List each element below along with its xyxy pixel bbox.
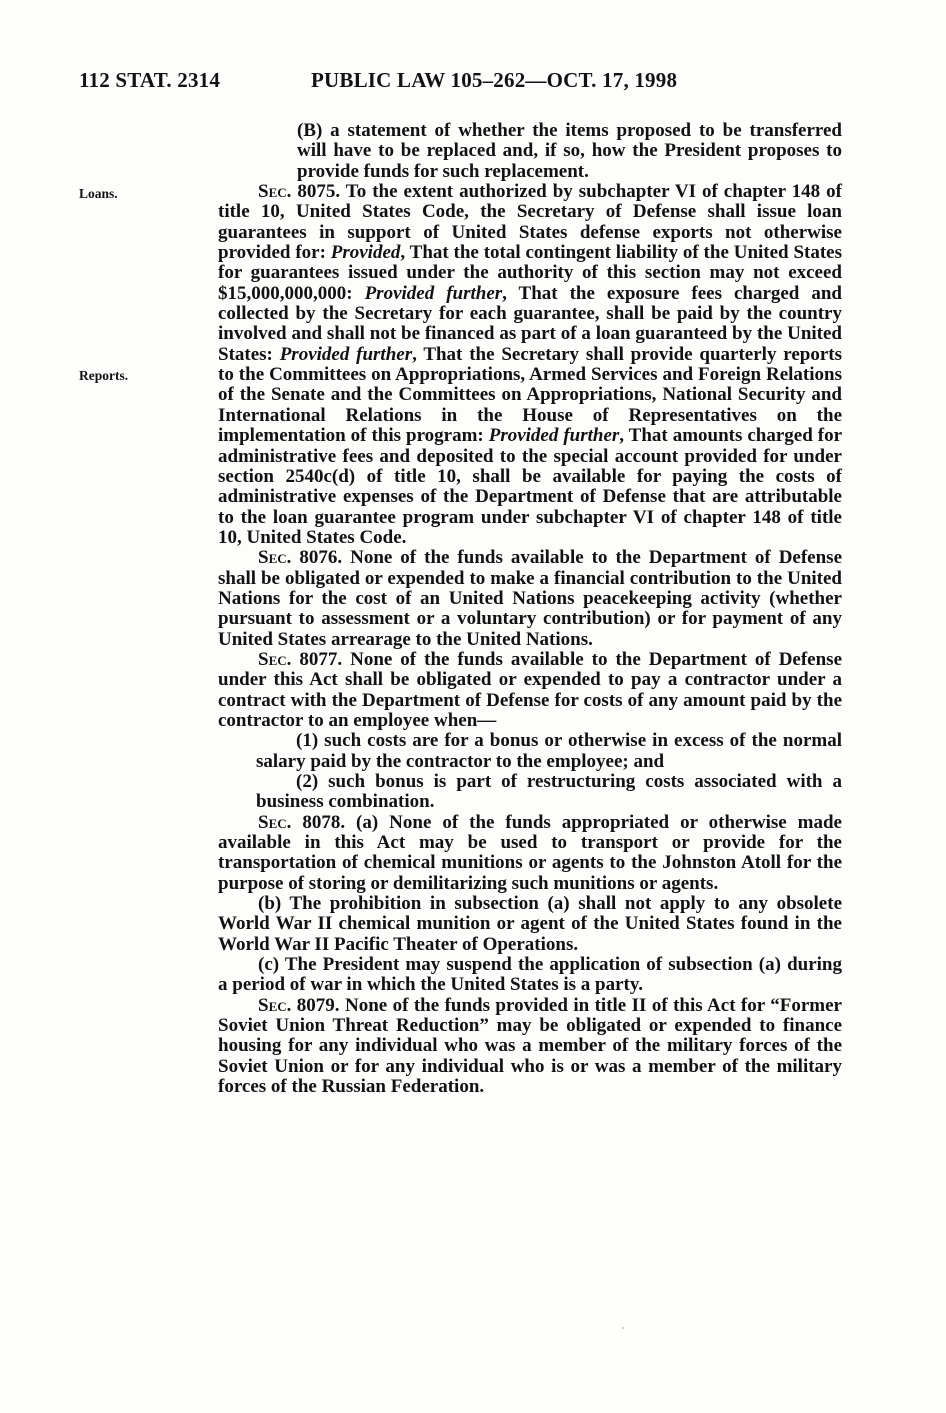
page-header <box>79 68 859 98</box>
body-text <box>218 121 842 1098</box>
section-8076-text: 8076. None of the funds available to the Department of Defense shall be obligated or expended to make a financial contribution to the United Nations for the cost of an United Nations peacekeeping activity (whether pursuant to assessment or a voluntary contribution) or for payment of any United States arrearage to the United Nations. <box>218 547 842 650</box>
section-8078 <box>218 813 842 894</box>
margin-note-reports: Reports. <box>79 368 129 383</box>
proviso-label: Provided further <box>279 343 413 365</box>
section-8075-text-i: , That amounts charged for administrative fees and deposited to the special account provided for under section 2540c(d) of title 10, shall be available for paying the costs of administrative expenses of the Department of Defense that are attributable to the loan guarantee program under subchapter VI of chapter 148 of title 10, United States Code. <box>218 425 843 548</box>
section-label: Sec. <box>258 811 292 833</box>
section-label: Sec. <box>258 181 292 203</box>
section-8075-text-g: , That the Secretary shall provide quarterly reports to the Committees on Appropriations, Armed Services and Foreign Relations of the Senate and the Committees on Appropriations, National Security and International Relations in the House of Representatives on the implementation of this program: <box>218 343 842 447</box>
proviso-label: Provided further <box>488 425 620 447</box>
paragraph-items-replacement: (B) a statement of whether the items proposed to be transferred will have to be replaced and, if so, how the President proposes to provide funds for such replacement. <box>297 120 842 182</box>
section-8075-text-e: , That the exposure fees charged and collected by the Secretary for each guarantee, shall be paid by the country involved and shall not be financed as part of a loan guaranteed by the United States: <box>218 282 842 365</box>
section-8077-item-2: (2) such bonus is part of restructuring costs associated with a business combination. <box>256 771 842 813</box>
scan-speck <box>622 1327 624 1329</box>
section-8077-item-1: (1) such costs are for a bonus or otherwise in excess of the normal salary paid by the contractor to the employee; and <box>256 730 842 772</box>
section-label: Sec. <box>258 547 292 569</box>
section-8078-subsection-b: (b) The prohibition in subsection (a) shall not apply to any obsolete World War II chemical munition or agent of the United States found in the World War II Pacific Theater of Operations. <box>218 893 842 955</box>
section-8077-text: 8077. None of the funds available to the Department of Defense under this Act shall be obligated or expended to pay a contractor under a contract with the Department of Defense for costs of any amount paid by the contractor to an employee when— <box>218 648 842 731</box>
section-8075-text-a: 8075. To the extent authorized by subchapter VI of chapter 148 of title 10, United States Code, the Secretary of Defense shall issue loan guarantees in support of United States defense exports not otherwise provided for: <box>218 181 842 264</box>
page-number: 112 STAT. 2314 <box>79 68 221 92</box>
section-label: Sec. <box>258 648 292 670</box>
section-8076 <box>218 548 842 650</box>
law-title: PUBLIC LAW 105–262—OCT. 17, 1998 <box>311 68 678 92</box>
section-8078-text: 8078. (a) None of the funds appropriated or otherwise made available in this Act may be used to transport or provide for the transportation of chemical munitions or agents to the Johnston Atoll for the purpose of storing or demilitarizing such munitions or agents. <box>218 811 842 894</box>
section-8075 <box>218 182 842 548</box>
section-8079-text: 8079. None of the funds provided in title II of this Act for “Former Soviet Union Threat Reduction” may be obligated or expended to finance housing for any individual who was a member of the military forces of the Soviet Union or for any individual who is or was a member of the military forces of the Russian Federation. <box>218 994 842 1098</box>
section-8075-text-c: , That the total contingent liability of the United States for guarantees issued under the authority of this section may not exceed $15,000,000,000: <box>218 242 842 304</box>
proviso-label: Provided <box>330 242 401 264</box>
section-label: Sec. <box>258 994 292 1016</box>
section-8079 <box>218 996 842 1098</box>
section-8078-subsection-c: (c) The President may suspend the application of subsection (a) during a period of war in which the United States is a party. <box>218 954 842 996</box>
margin-note-loans: Loans. <box>79 186 118 201</box>
proviso-label: Provided further <box>364 282 503 304</box>
section-8077 <box>218 650 842 731</box>
